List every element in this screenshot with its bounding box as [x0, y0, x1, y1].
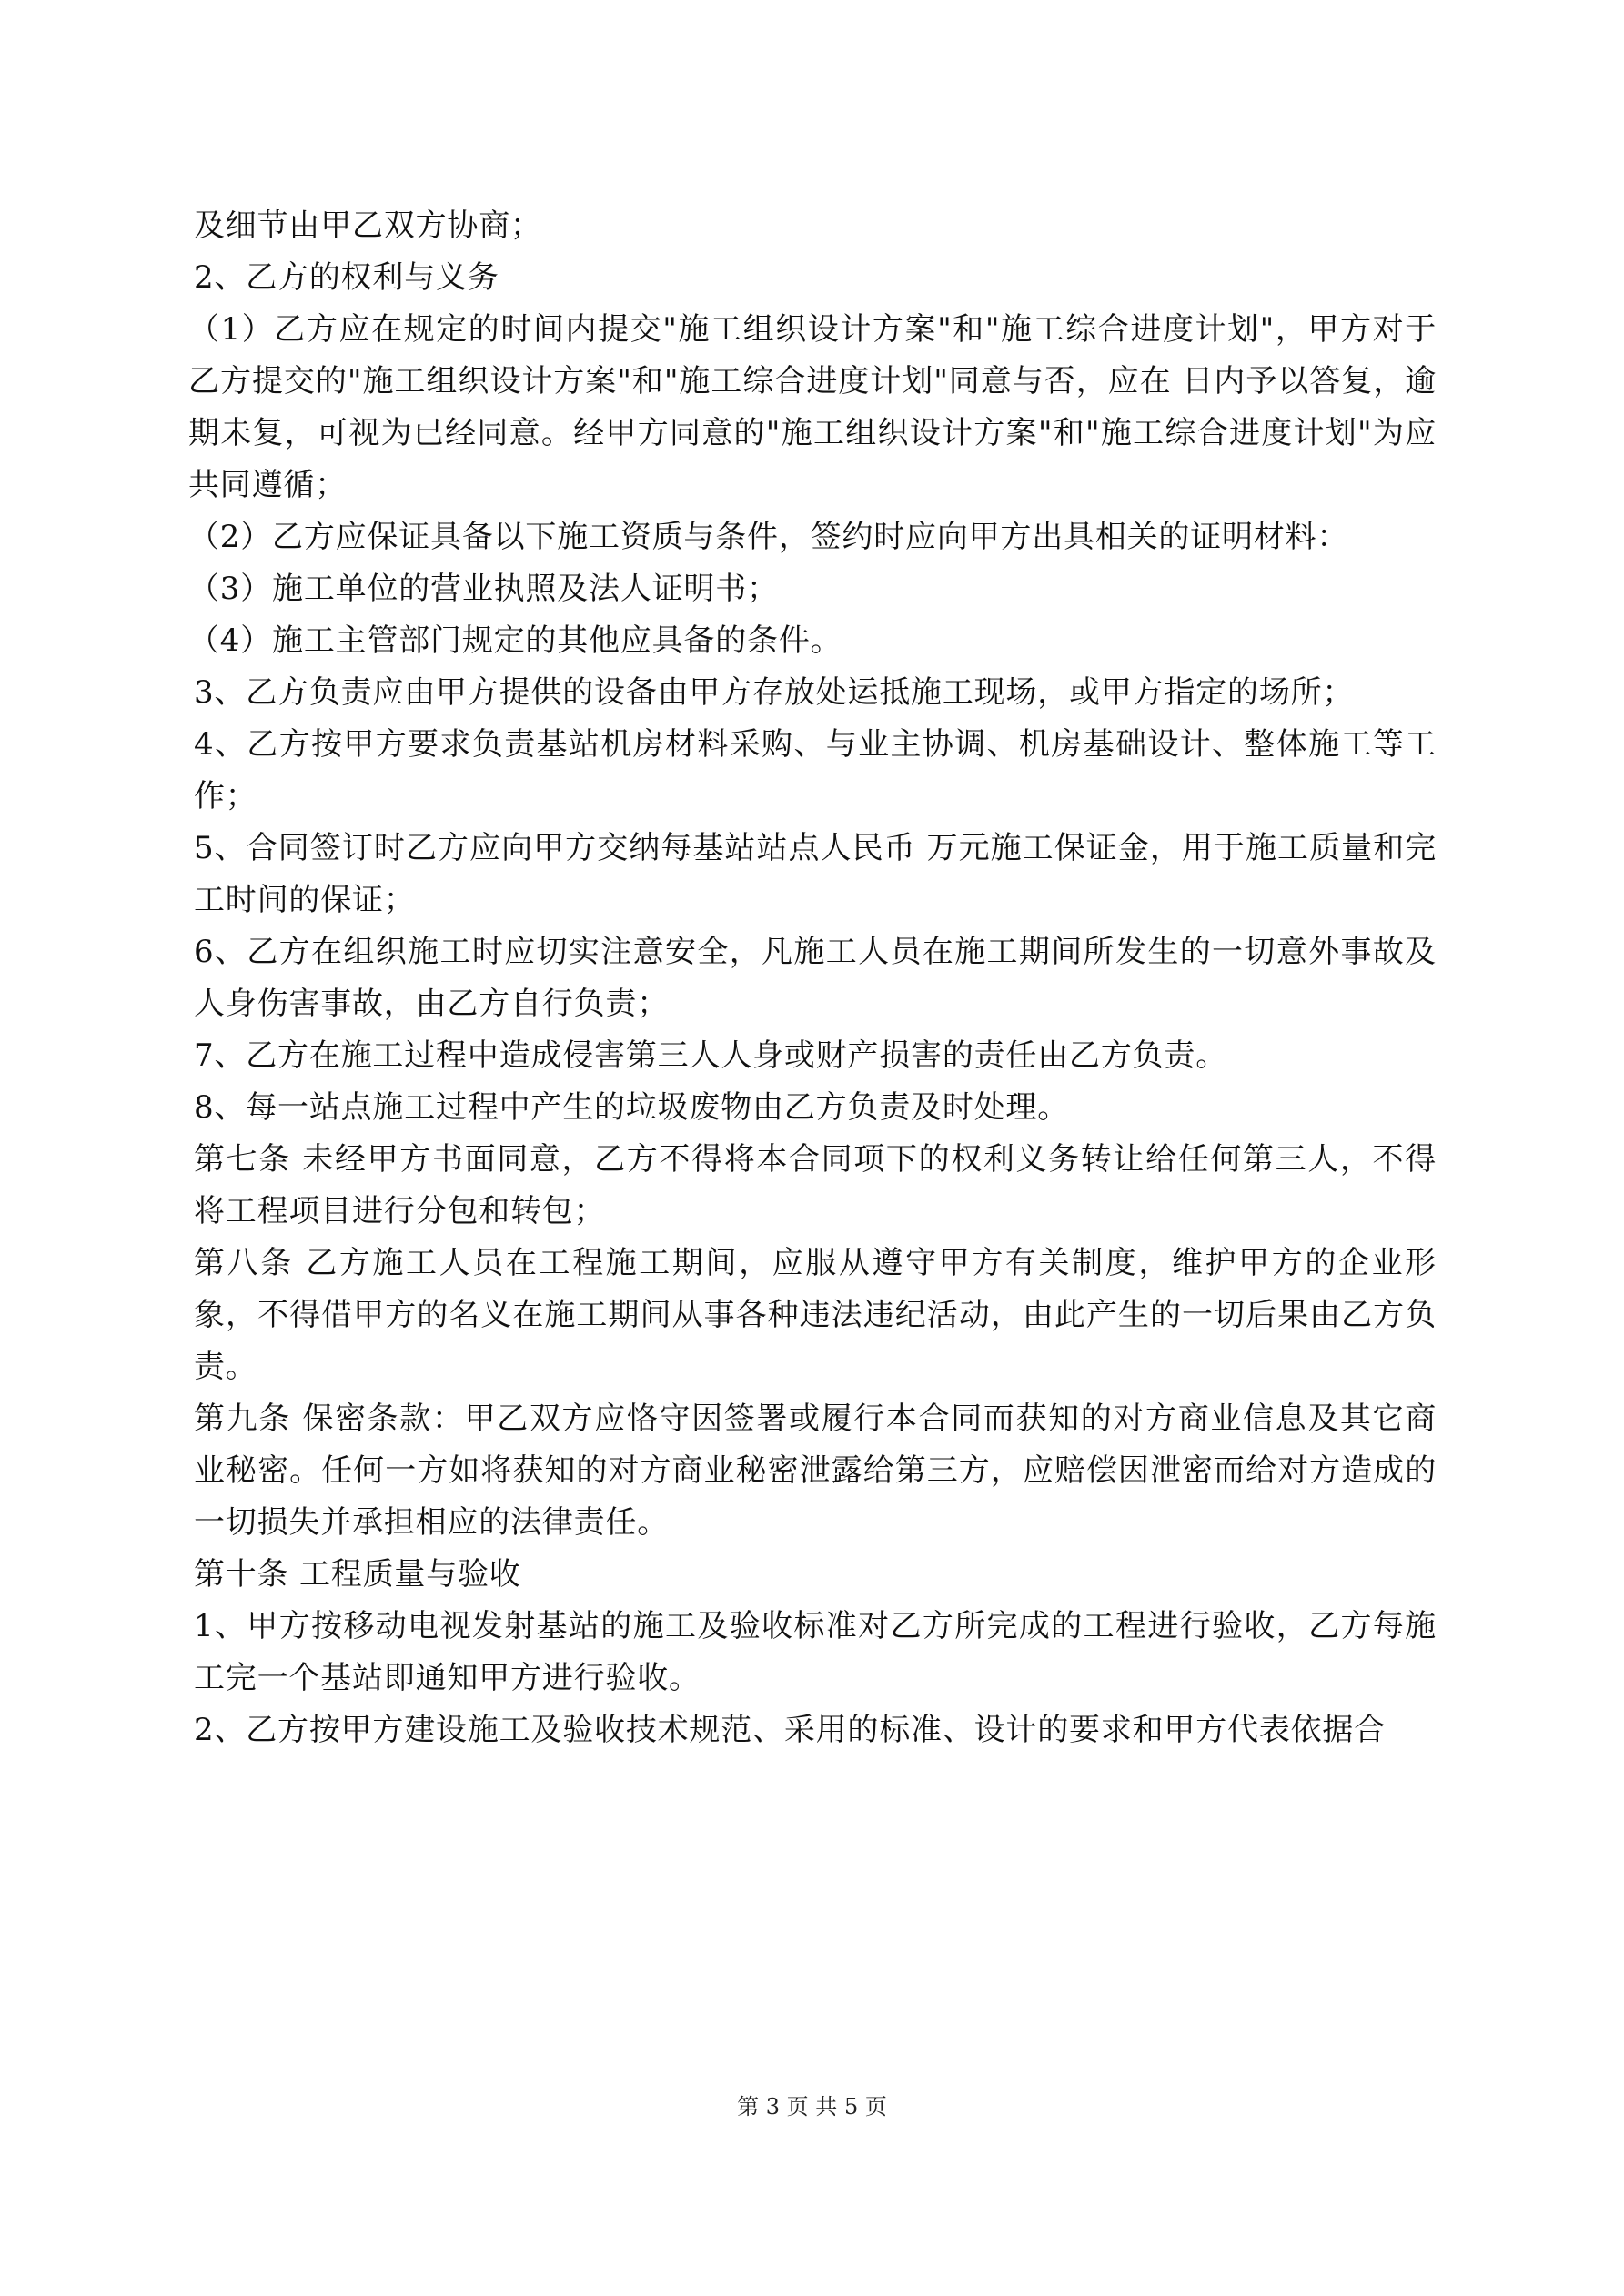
item-6-safety: 6、乙方在组织施工时应切实注意安全，凡施工人员在施工期间所发生的一切意外事故及人身伤害事故，由乙方自行负责； [194, 934, 1437, 1022]
clause-2-qualifications: （2）乙方应保证具备以下施工资质与条件，签约时应向甲方出具相关的证明材料： [188, 519, 1349, 555]
article-7-no-transfer: 第七条 未经甲方书面同意，乙方不得将本合同项下的权利义务转让给任何第三人，不得将工程项目进行分包和转包； [194, 1141, 1437, 1229]
item-3-equipment-transport: 3、乙方负责应由甲方提供的设备由甲方存放处运抵施工现场，或甲方指定的场所； [194, 674, 1355, 711]
section-heading-party-b-rights: 2、乙方的权利与义务 [194, 259, 499, 296]
item-5-deposit: 5、合同签订时乙方应向甲方交纳每基站站点人民币 万元施工保证金，用于施工质量和完工时间的保证； [194, 830, 1437, 918]
article-9-confidentiality: 第九条 保密条款：甲乙双方应恪守因签署或履行本合同而获知的对方商业信息及其它商业秘密。任何一方如将获知的对方商业秘密泄露给第三方，应赔偿因泄密而给对方造成的一切损失并承担相应的法律责任。 [194, 1401, 1437, 1541]
clause-4-other-conditions: （4）施工主管部门规定的其他应具备的条件。 [188, 622, 842, 659]
article-10-item-2-standards: 2、乙方按甲方建设施工及验收技术规范、采用的标准、设计的要求和甲方代表依据合 [194, 1712, 1387, 1748]
clause-1-submit-plans: （1）乙方应在规定的时间内提交"施工组织设计方案"和"施工综合进度计划"，甲方对于乙方提交的"施工组织设计方案"和"施工综合进度计划"同意与否，应在 日内予以答复，逾期未复，可视为已经同意。经甲方同意的"施工组织设计方案"和"施工综合进度计划"为应共同遵循； [188, 311, 1437, 503]
article-10-item-1-acceptance: 1、甲方按移动电视发射基站的施工及验收标准对乙方所完成的工程进行验收，乙方每施工完一个基站即通知甲方进行验收。 [194, 1608, 1437, 1696]
item-8-waste: 8、每一站点施工过程中产生的垃圾废物由乙方负责及时处理。 [194, 1089, 1070, 1126]
paragraph-continuation: 及细节由甲乙双方协商； [194, 207, 542, 244]
item-7-third-party-liability: 7、乙方在施工过程中造成侵害第三人人身或财产损害的责任由乙方负责。 [194, 1037, 1228, 1074]
document-body [188, 200, 1437, 1756]
article-8-conduct: 第八条 乙方施工人员在工程施工期间，应服从遵守甲方有关制度，维护甲方的企业形象，不得借甲方的名义在施工期间从事各种违法违纪活动，由此产生的一切后果由乙方负责。 [194, 1245, 1437, 1385]
clause-3-business-license: （3）施工单位的营业执照及法人证明书； [188, 571, 779, 607]
item-4-procurement: 4、乙方按甲方要求负责基站机房材料采购、与业主协调、机房基础设计、整体施工等工作； [194, 726, 1437, 814]
article-10-heading: 第十条 工程质量与验收 [194, 1556, 521, 1593]
page-number-footer: 第 3 页 共 5 页 [737, 2094, 887, 2119]
